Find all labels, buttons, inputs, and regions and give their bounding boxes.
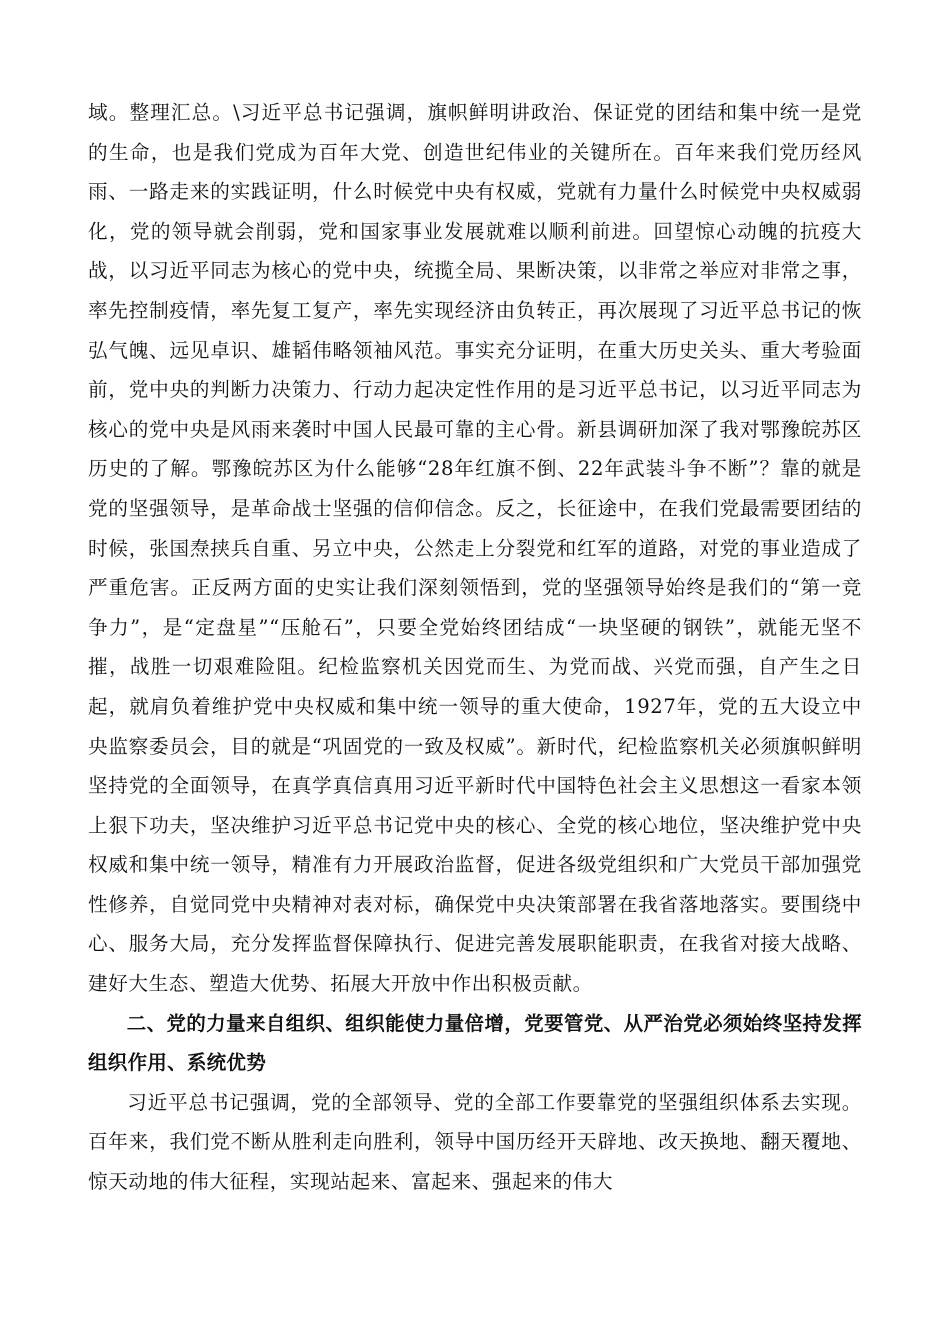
document-page xyxy=(88,93,862,1202)
body-paragraph: 域。整理汇总。\习近平总书记强调，旗帜鲜明讲政治、保证党的团结和集中统一是党的生命，也是我们党成为百年大党、创造世纪伟业的关键所在。百年来我们党历经风雨、一路走来的实践证明，什么时候党中央有权威，党就有力量什么时候党中央权威弱化，党的领导就会削弱，党和国家事业发展就难以顺利前进。回望惊心动魄的抗疫大战，以习近平同志为核心的党中央，统揽全局、果断决策，以非常之举应对非常之事，率先控制疫情，率先复工复产，率先实现经济由负转正，再次展现了习近平总书记的恢弘气魄、远见卓识、雄韬伟略领袖风范。事实充分证明，在重大历史关头、重大考验面前，党中央的判断力决策力、行动力起决定性作用的是习近平总书记，以习近平同志为核心的党中央是风雨来袭时中国人民最可靠的主心骨。新县调研加深了我对鄂豫皖苏区历史的了解。鄂豫皖苏区为什么能够“28年红旗不倒、22年武装斗争不断”？靠的就是党的坚强领导，是革命战士坚强的信仰信念。反之，长征途中，在我们党最需要团结的时候，张国焘挟兵自重、另立中央，公然走上分裂党和红军的道路，对党的事业造成了严重危害。正反两方面的史实让我们深刻领悟到，党的坚强领导始终是我们的“第一竞争力”，是“定盘星”“压舱石”，只要全党始终团结成“一块坚硬的钢铁”，就能无坚不摧，战胜一切艰难险阻。纪检监察机关因党而生、为党而战、兴党而强，自产生之日起，就肩负着维护党中央权威和集中统一领导的重大使命，1927年，党的五大设立中央监察委员会，目的就是“巩固党的一致及权威”。新时代，纪检监察机关必须旗帜鲜明坚持党的全面领导，在真学真信真用习近平新时代中国特色社会主义思想这一看家本领上狠下功夫，坚决维护习近平总书记党中央的核心、全党的核心地位，坚决维护党中央权威和集中统一领导，精准有力开展政治监督，促进各级党组织和广大党员干部加强党性修养，自觉同党中央精神对表对标，确保党中央决策部署在我省落地落实。要围绕中心、服务大局，充分发挥监督保障执行、促进完善发展职能职责，在我省对接大战略、建好大生态、塑造大优势、拓展大开放中作出积极贡献。 xyxy=(88,101,862,996)
body-paragraph: 习近平总书记强调，党的全部领导、党的全部工作要靠党的坚强组织体系去实现。百年来，我们党不断从胜利走向胜利，领导中国历经开天辟地、改天换地、翻天覆地、惊天动地的伟大征程，实现站起来、富起来、强起来的伟大 xyxy=(88,1090,862,1194)
section-heading: 二、党的力量来自组织、组织能使力量倍增，党要管党、从严治党必须始终坚持发挥组织作用、系统优势 xyxy=(88,1011,862,1075)
